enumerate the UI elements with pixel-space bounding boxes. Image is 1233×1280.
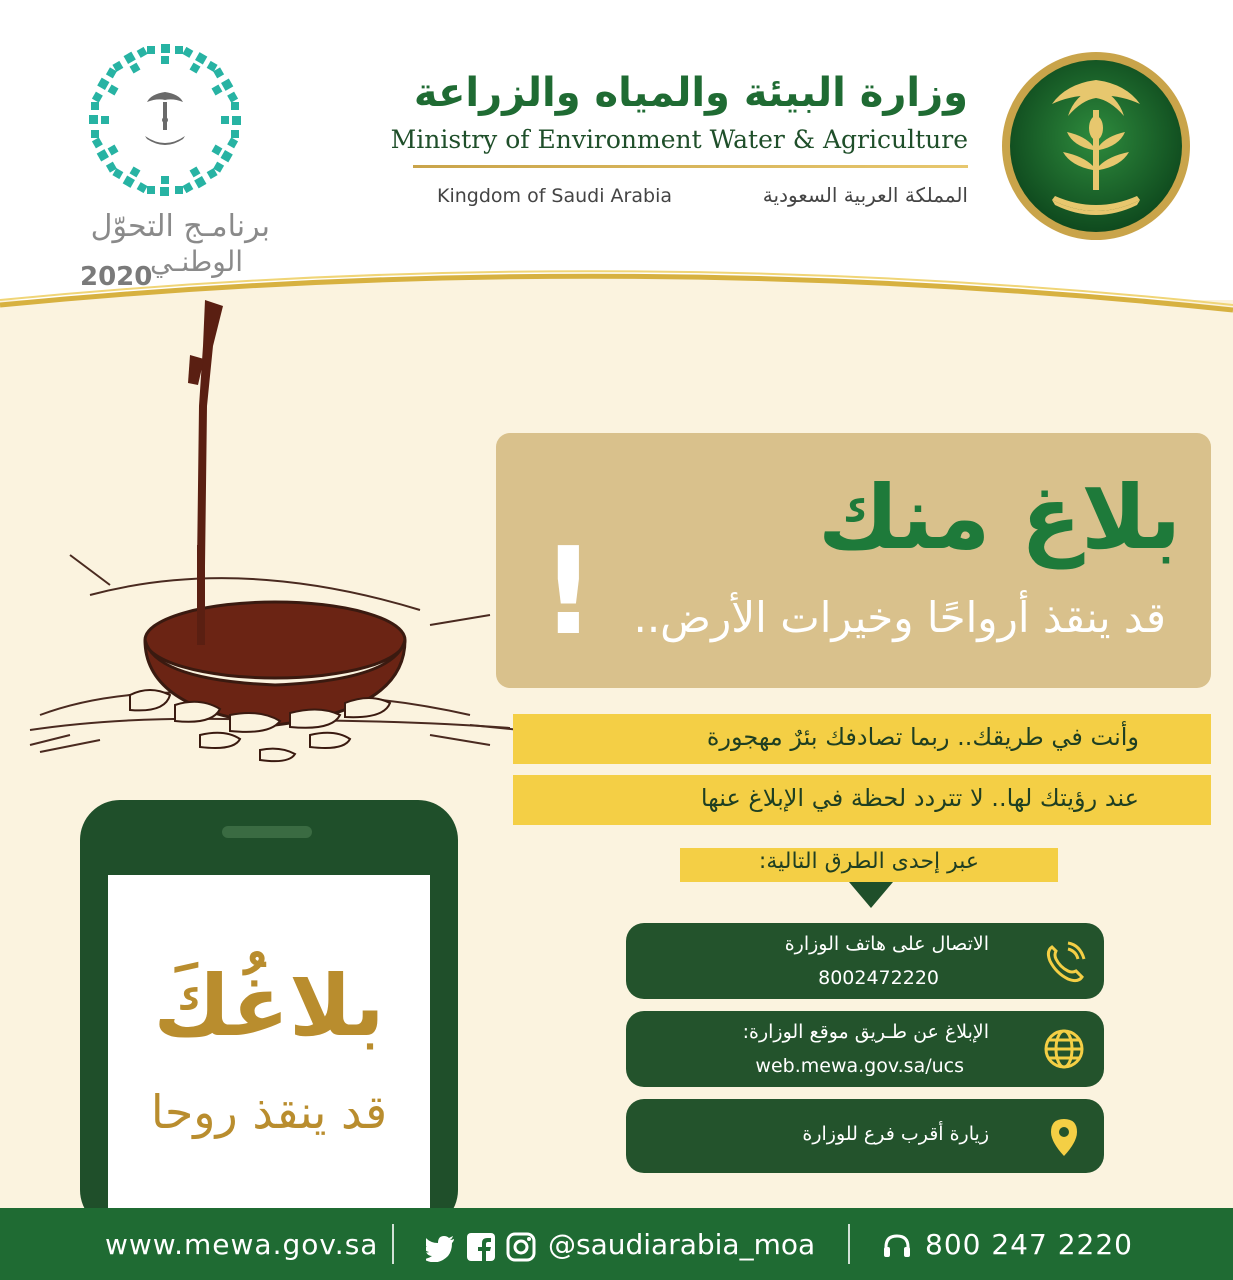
mobile-phone-graphic [80,800,458,1230]
facebook-icon[interactable] [466,1232,496,1262]
footer-separator [392,1224,394,1264]
down-arrow-icon [849,882,893,908]
info-strip-2 [513,775,1211,825]
footer [0,1208,1233,1280]
vision-2020-logo [30,40,270,292]
phone-screen [108,875,430,1210]
header-divider [413,165,968,168]
contact-website-option[interactable] [626,1011,1104,1087]
phone-icon [1042,939,1086,983]
vision-year: 2020 [80,262,153,292]
ministry-name-english: Ministry of Environment Water & Agriculture [390,125,968,154]
info-strip-text: وأنت في طريقك.. ربما تصادفك بئرٌ مهجورة [706,723,1139,751]
twitter-icon[interactable] [426,1232,456,1262]
contact-label: الاتصال على هاتف الوزارة [784,933,989,955]
footer-social-handle[interactable]: @saudiarabia_moa [548,1228,816,1261]
abandoned-well-illustration [10,295,530,795]
ministry-name-arabic: وزارة البيئة والمياه والزراعة [413,70,968,116]
contact-phone-option[interactable] [626,923,1104,999]
kingdom-english: Kingdom of Saudi Arabia [437,185,672,207]
contact-label: زيارة أقرب فرع للوزارة [802,1123,989,1145]
header [0,0,1233,300]
contact-value[interactable]: 8002472220 [818,967,939,989]
globe-icon [1042,1027,1086,1071]
ways-label: عبر إحدى الطرق التالية: [680,848,1058,882]
info-strip-1 [513,714,1211,764]
headline-subtitle: قد ينقذ أرواحًا وخيرات الأرض.. [633,593,1166,642]
phone-screen-subtitle: قد ينقذ روحا [150,1085,388,1139]
contact-branch-option[interactable] [626,1099,1104,1173]
footer-phone-number[interactable]: 800 247 2220 [925,1228,1133,1261]
footer-separator [848,1224,850,1264]
vision-national-text: الوطنـي [150,245,244,278]
phone-speaker [222,826,312,838]
instagram-icon[interactable] [506,1232,536,1262]
kingdom-arabic: المملكة العربية السعودية [762,183,968,207]
vision-program-text: برنامـج التحوّل [90,209,270,244]
headset-icon [882,1232,912,1262]
ministry-emblem-icon [1000,50,1192,242]
vision-star-icon [85,40,245,200]
exclamation-mark: ! [541,523,596,662]
headline-box [496,433,1211,688]
phone-screen-title: بلاغُكَ [153,957,385,1055]
footer-website-link[interactable]: www.mewa.gov.sa [105,1228,379,1261]
headline-title: بلاغ منك [818,466,1181,569]
contact-value[interactable]: web.mewa.gov.sa/ucs [755,1055,964,1077]
info-strip-text: عند رؤيتك لها.. لا تتردد لحظة في الإبلاغ عنها [700,784,1139,812]
location-pin-icon [1042,1115,1086,1159]
contact-label: الإبلاغ عن طـريق موقع الوزارة: [742,1021,989,1043]
